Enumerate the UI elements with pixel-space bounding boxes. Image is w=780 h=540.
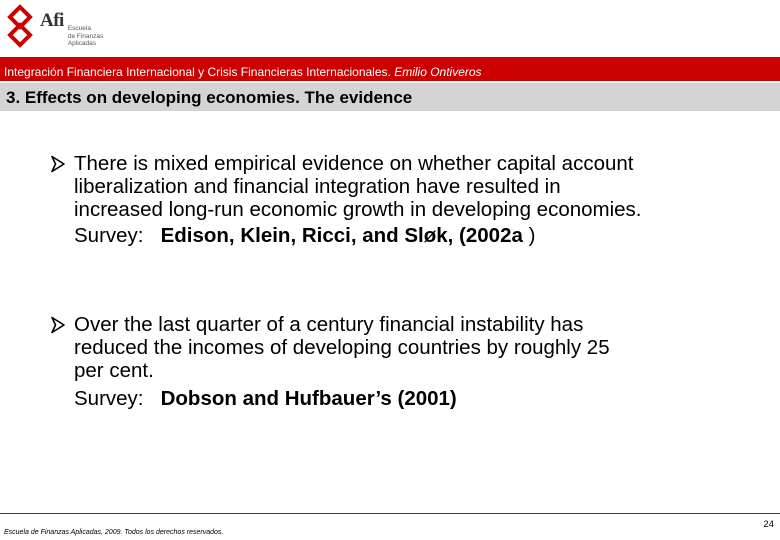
course-header-band: [0, 57, 780, 81]
logo-subtitle-line: Aplicadas: [67, 40, 97, 47]
bullet-line: increased long-run economic growth in developing economies.: [74, 198, 642, 221]
bullet-line: liberalization and financial integration have resulted in: [74, 175, 561, 198]
logo-subtitle-line: de Finanzas: [67, 32, 104, 40]
survey-citation: [74, 224, 760, 247]
afi-logo: [6, 4, 103, 50]
survey-reference: Edison, Klein, Ricci, and Sløk, (2002a: [160, 224, 523, 247]
logo-subtitle-line: Escuela: [67, 25, 91, 32]
survey-reference: Dobson and Hufbauer’s (2001): [160, 387, 457, 410]
footer-copyright: Escuela de Finanzas Aplicadas, 2009. Todos los derechos reservados.: [4, 529, 224, 536]
footer-divider: [0, 513, 780, 514]
afi-logo-icon: [6, 4, 34, 48]
bullet-item: [50, 152, 760, 247]
bullet-line: reduced the incomes of developing countries by roughly 25: [74, 336, 610, 359]
bullet-line: per cent.: [74, 359, 154, 382]
survey-citation: [74, 387, 760, 410]
survey-label: Survey:: [74, 387, 144, 410]
section-title: 3. Effects on developing economies. The evidence: [6, 88, 413, 107]
page-number: 24: [763, 519, 774, 530]
bullet-text: [74, 313, 760, 410]
logo-subtitle: [68, 25, 103, 48]
course-title-text: Integración Financiera Internacional y Crisis Financieras Internacionales.: [4, 65, 391, 79]
survey-suffix: ): [528, 224, 536, 247]
section-header-band: [0, 83, 780, 111]
logo-name: Afi: [40, 10, 64, 31]
survey-label: Survey:: [74, 224, 144, 247]
course-title: [4, 66, 482, 79]
course-author: Emilio Ontiveros: [394, 65, 482, 79]
bullet-text: [74, 152, 760, 247]
bullet-item: [50, 313, 760, 410]
arrow-bullet-icon: [50, 316, 66, 334]
bullet-line: Over the last quarter of a century financial instability has: [74, 313, 584, 336]
bullet-line: There is mixed empirical evidence on whether capital account: [74, 152, 634, 175]
arrow-bullet-icon: [50, 155, 66, 173]
